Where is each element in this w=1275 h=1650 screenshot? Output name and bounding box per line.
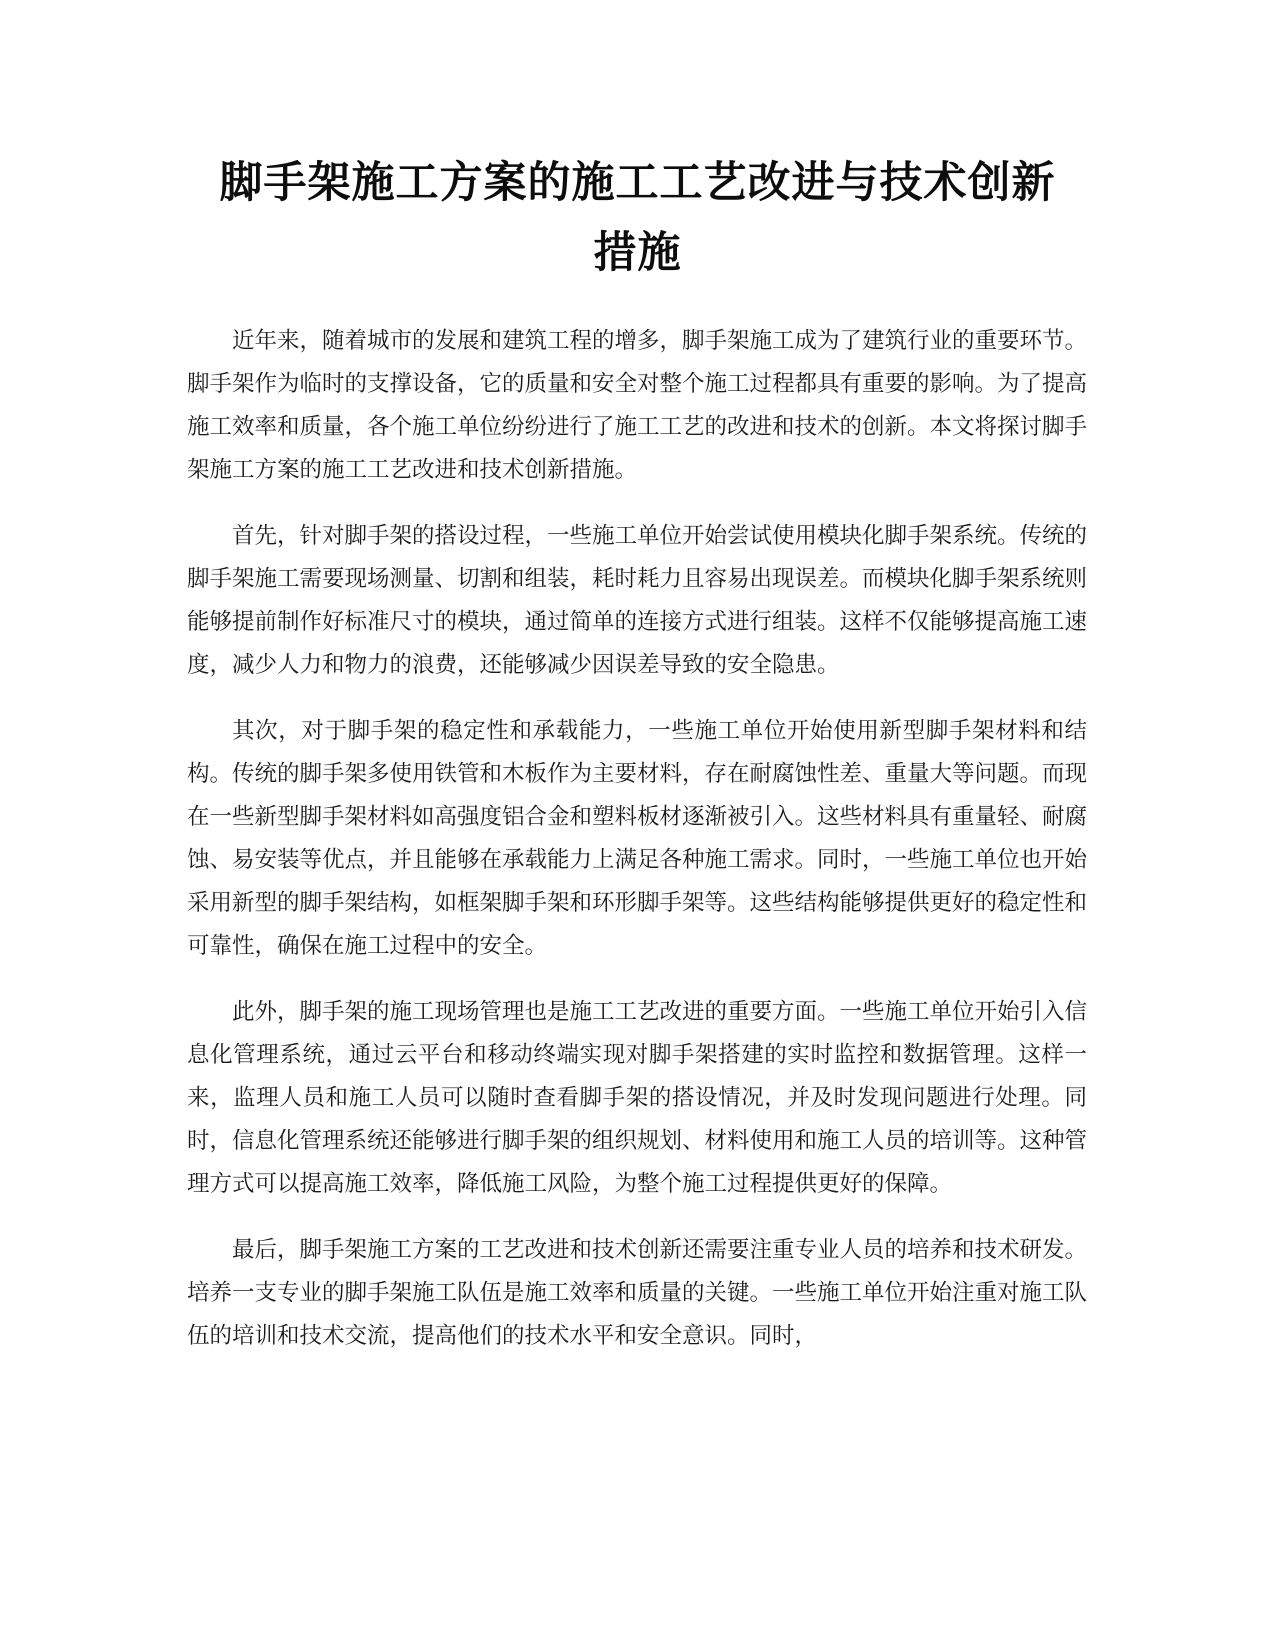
paragraph-materials-structure: 其次，对于脚手架的稳定性和承载能力，一些施工单位开始使用新型脚手架材料和结构。传统的脚手架多使用铁管和木板作为主要材料，存在耐腐蚀性差、重量大等问题。而现在一些新型脚手架材料如高强度铝合金和塑料板材逐渐被引入。这些材料具有重量轻、耐腐蚀、易安装等优点，并且能够在承载能力上满足各种施工需求。同时，一些施工单位也开始采用新型的脚手架结构，如框架脚手架和环形脚手架等。这些结构能够提供更好的稳定性和可靠性，确保在施工过程中的安全。: [187, 718, 1088, 959]
paragraph-site-management: 此外，脚手架的施工现场管理也是施工工艺改进的重要方面。一些施工单位开始引入信息化管理系统，通过云平台和移动终端实现对脚手架搭建的实时监控和数据管理。这样一来，监理人员和施工人员可以随时查看脚手架的搭设情况，并及时发现问题进行处理。同时，信息化管理系统还能够进行脚手架的组织规划、材料使用和施工人员的培训等。这种管理方式可以提高施工效率，降低施工风险，为整个施工过程提供更好的保障。: [187, 999, 1088, 1197]
title-line-2: 措施: [593, 228, 682, 278]
paragraph-intro: 近年来，随着城市的发展和建筑工程的增多，脚手架施工成为了建筑行业的重要环节。脚手架作为临时的支撑设备，它的质量和安全对整个施工过程都具有重要的影响。为了提高施工效率和质量，各个施工单位纷纷进行了施工工艺的改进和技术的创新。本文将探讨脚手架施工方案的施工工艺改进和技术创新措施。: [187, 328, 1088, 483]
paragraph-personnel-training: 最后，脚手架施工方案的工艺改进和技术创新还需要注重专业人员的培养和技术研发。培养一支专业的脚手架施工队伍是施工效率和质量的关键。一些施工单位开始注重对施工队伍的培训和技术交流，提高他们的技术水平和安全意识。同时，: [187, 1237, 1088, 1349]
document-title: [185, 148, 1090, 288]
title-line-1: 脚手架施工方案的施工工艺改进与技术创新: [219, 158, 1056, 208]
paragraph-modular-system: 首先，针对脚手架的搭设过程，一些施工单位开始尝试使用模块化脚手架系统。传统的脚手架施工需要现场测量、切割和组装，耗时耗力且容易出现误差。而模块化脚手架系统则能够提前制作好标准尺寸的模块，通过简单的连接方式进行组装。这样不仅能够提高施工速度，减少人力和物力的浪费，还能够减少因误差导致的安全隐患。: [187, 523, 1088, 678]
document-body: [187, 320, 1087, 1381]
